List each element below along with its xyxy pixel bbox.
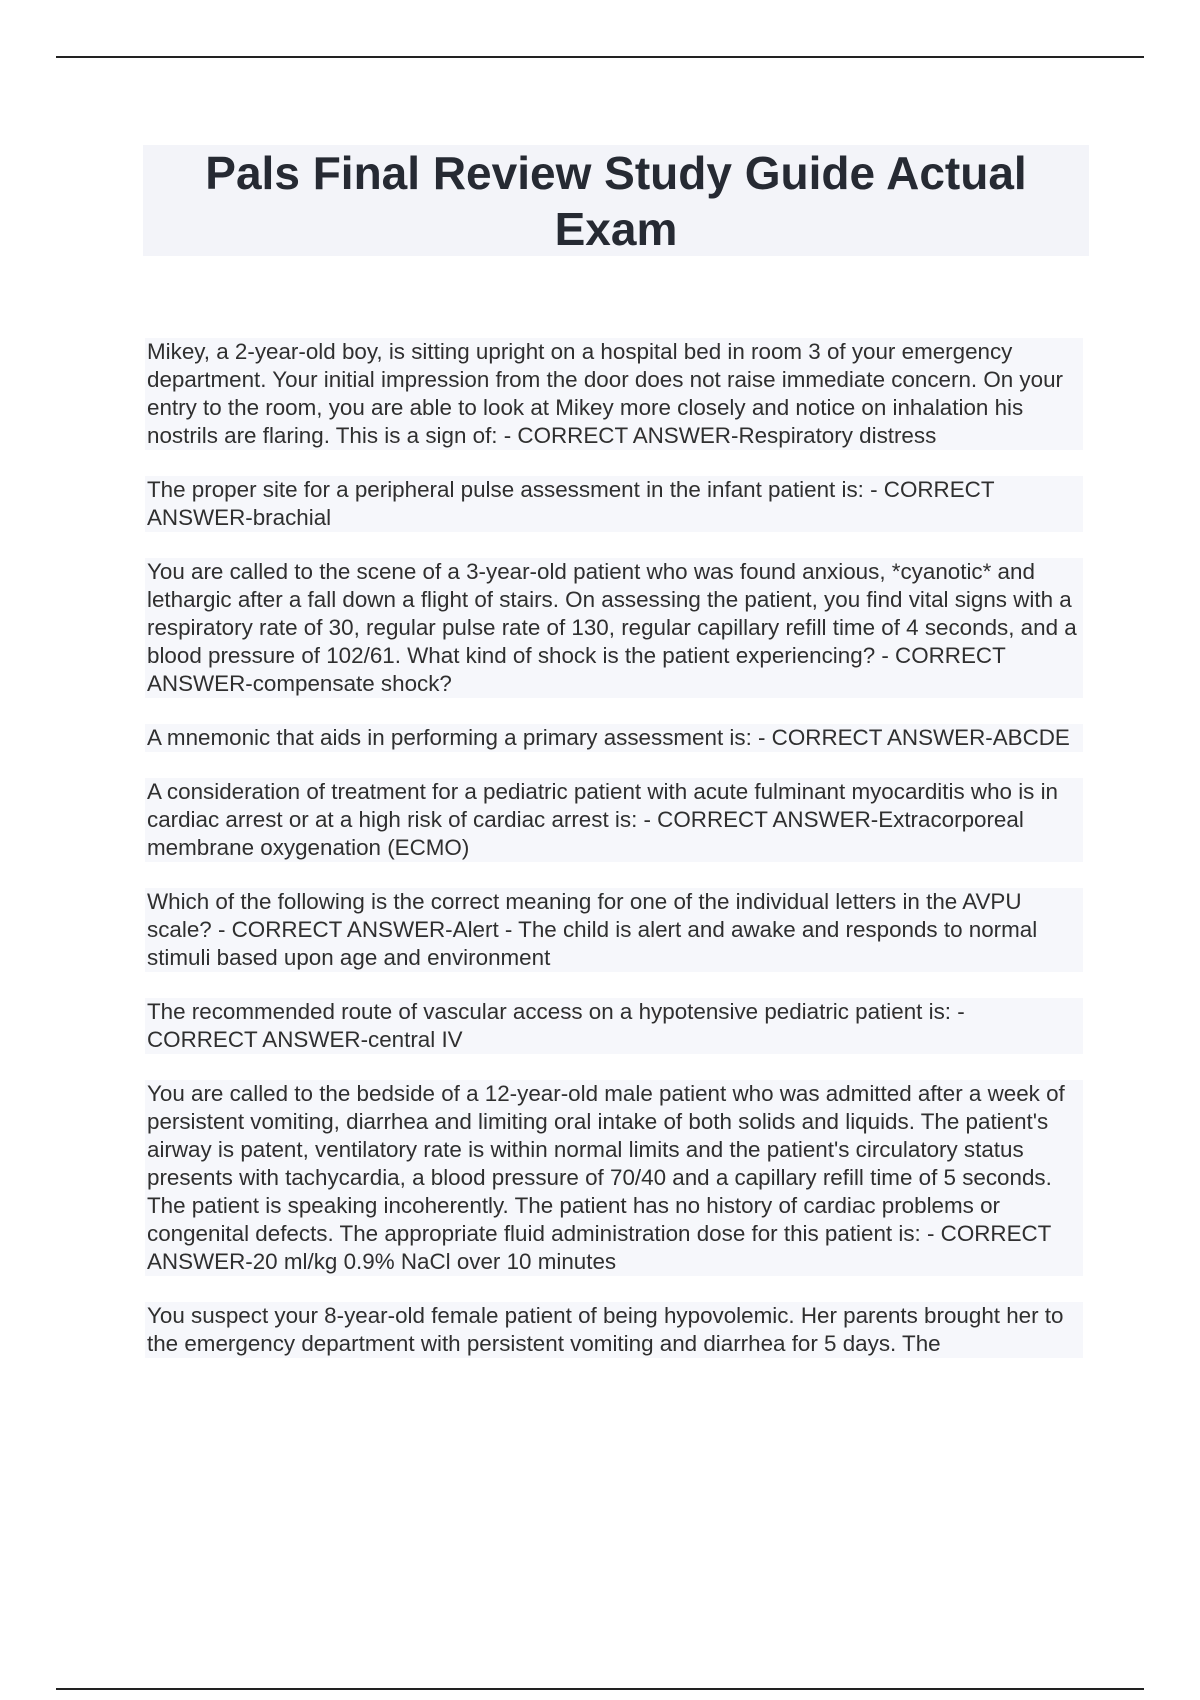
qa-entry: Which of the following is the correct meaning for one of the individual letters in the AVPU scale? - CORRECT ANSWER-Alert - The child is alert and awake and responds to normal stimuli based upon age and environment xyxy=(145,888,1083,972)
document-body xyxy=(145,338,1083,1384)
qa-entry: You are called to the bedside of a 12-year-old male patient who was admitted after a week of persistent vomiting, diarrhea and limiting oral intake of both solids and liquids. The patient's airway is patent, ventilatory rate is within normal limits and the patient's circulatory status presents with tachycardia, a blood pressure of 70/40 and a capillary refill time of 5 seconds. The patient is speaking incoherently. The patient has no history of cardiac problems or congenital defects. The appropriate fluid administration dose for this patient is: - CORRECT ANSWER-20 ml/kg 0.9% NaCl over 10 minutes xyxy=(145,1080,1083,1276)
bottom-rule xyxy=(56,1688,1144,1690)
qa-entry: You suspect your 8-year-old female patient of being hypovolemic. Her parents brought her to the emergency department with persistent vomiting and diarrhea for 5 days. The xyxy=(145,1302,1083,1358)
title-banner xyxy=(143,145,1089,256)
qa-entry: The proper site for a peripheral pulse assessment in the infant patient is: - CORRECT ANSWER-brachial xyxy=(145,476,1083,532)
qa-entry: The recommended route of vascular access on a hypotensive pediatric patient is: - CORRECT ANSWER-central IV xyxy=(145,998,1083,1054)
top-rule xyxy=(56,56,1144,58)
qa-entry: A mnemonic that aids in performing a primary assessment is: - CORRECT ANSWER-ABCDE xyxy=(145,724,1083,752)
qa-entry: A consideration of treatment for a pediatric patient with acute fulminant myocarditis who is in cardiac arrest or at a high risk of cardiac arrest is: - CORRECT ANSWER-Extracorporeal membrane oxygenation (ECMO) xyxy=(145,778,1083,862)
qa-entry: You are called to the scene of a 3-year-old patient who was found anxious, *cyanotic* and lethargic after a fall down a flight of stairs. On assessing the patient, you find vital signs with a respiratory rate of 30, regular pulse rate of 130, regular capillary refill time of 4 seconds, and a blood pressure of 102/61. What kind of shock is the patient experiencing? - CORRECT ANSWER-compensate shock? xyxy=(145,558,1083,698)
document-title: Pals Final Review Study Guide Actual Exam xyxy=(205,146,1027,255)
qa-entry: Mikey, a 2-year-old boy, is sitting upright on a hospital bed in room 3 of your emergency department. Your initial impression from the door does not raise immediate concern. On your entry to the room, you are able to look at Mikey more closely and notice on inhalation his nostrils are flaring. This is a sign of: - CORRECT ANSWER-Respiratory distress xyxy=(145,338,1083,450)
